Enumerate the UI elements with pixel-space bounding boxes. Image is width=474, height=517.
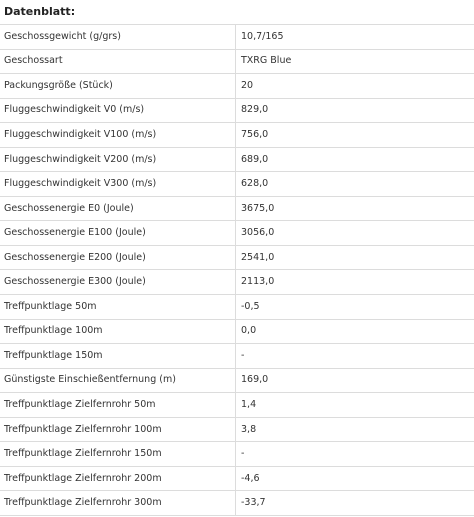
row-label: Geschossenergie E300 (Joule) [0,270,236,295]
row-value: 2541,0 [236,245,474,270]
row-value: 20 [236,74,474,99]
table-row [0,172,474,197]
row-value: 3056,0 [236,221,474,246]
row-label: Treffpunktlage 150m [0,344,236,369]
table-row [0,466,474,491]
row-value: TXRG Blue [236,49,474,74]
row-value: 689,0 [236,147,474,172]
row-label: Fluggeschwindigkeit V0 (m/s) [0,98,236,123]
row-label: Fluggeschwindigkeit V100 (m/s) [0,123,236,148]
row-label: Treffpunktlage Zielfernrohr 300m [0,491,236,516]
row-label: Treffpunktlage Zielfernrohr 100m [0,417,236,442]
row-label: Treffpunktlage Zielfernrohr 150m [0,442,236,467]
row-label: Geschossenergie E100 (Joule) [0,221,236,246]
table-row [0,417,474,442]
row-value: 2113,0 [236,270,474,295]
row-label: Geschossart [0,49,236,74]
row-value: 628,0 [236,172,474,197]
row-label: Fluggeschwindigkeit V200 (m/s) [0,147,236,172]
table-row [0,245,474,270]
datasheet-table-body [0,25,474,516]
row-value: -4,6 [236,466,474,491]
row-value: 829,0 [236,98,474,123]
row-value: -33,7 [236,491,474,516]
row-label: Günstigste Einschießentfernung (m) [0,368,236,393]
row-label: Geschossenergie E0 (Joule) [0,196,236,221]
table-row [0,393,474,418]
row-value: 1,4 [236,393,474,418]
datasheet-heading: Datenblatt: [4,5,76,18]
row-label: Treffpunktlage 100m [0,319,236,344]
row-value: 169,0 [236,368,474,393]
table-row [0,344,474,369]
table-row [0,49,474,74]
row-label: Treffpunktlage Zielfernrohr 50m [0,393,236,418]
row-value: -0,5 [236,295,474,320]
table-row [0,491,474,516]
table-row [0,295,474,320]
row-value: 3,8 [236,417,474,442]
table-row [0,98,474,123]
row-label: Treffpunktlage 50m [0,295,236,320]
row-value: 0,0 [236,319,474,344]
row-value: 3675,0 [236,196,474,221]
row-label: Geschossgewicht (g/grs) [0,25,236,50]
table-row [0,270,474,295]
row-label: Geschossenergie E200 (Joule) [0,245,236,270]
table-row [0,25,474,50]
row-value: 10,7/165 [236,25,474,50]
row-label: Fluggeschwindigkeit V300 (m/s) [0,172,236,197]
row-value: - [236,442,474,467]
table-row [0,74,474,99]
table-row [0,368,474,393]
table-row [0,123,474,148]
row-label: Packungsgröße (Stück) [0,74,236,99]
table-row [0,196,474,221]
table-row [0,221,474,246]
row-value: 756,0 [236,123,474,148]
table-row [0,442,474,467]
table-row [0,319,474,344]
datasheet-table [0,24,474,516]
table-row [0,147,474,172]
row-label: Treffpunktlage Zielfernrohr 200m [0,466,236,491]
row-value: - [236,344,474,369]
